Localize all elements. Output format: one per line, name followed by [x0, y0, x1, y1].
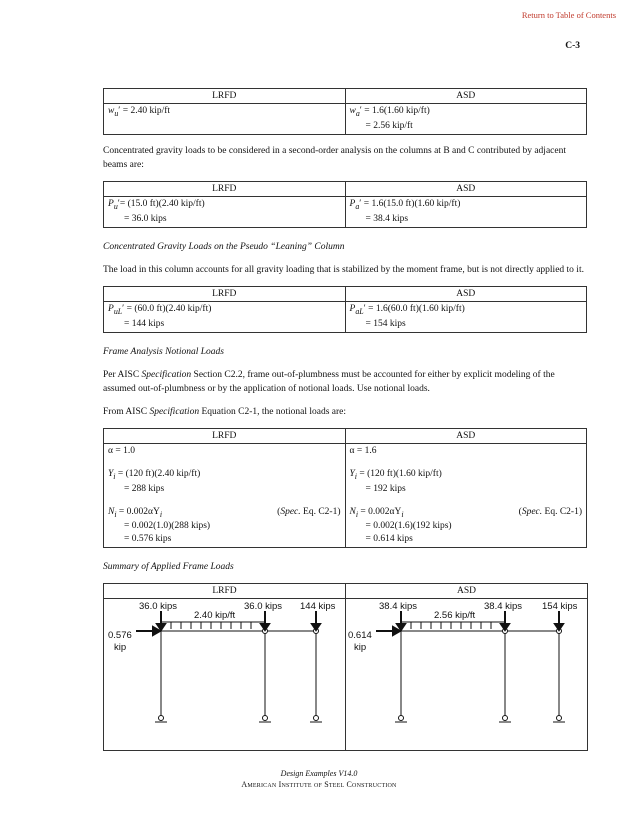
point-load-1-label: 36.0 kips	[139, 601, 178, 613]
distributed-load-table	[103, 88, 587, 135]
point-load-arrowhead-2	[501, 624, 509, 630]
point-load-arrowhead-2	[261, 624, 269, 630]
point-load-arrowhead-3	[555, 624, 563, 630]
point-load-2-label: 36.0 kips	[244, 601, 283, 613]
heading-applied-loads: Summary of Applied Frame Loads	[103, 562, 234, 573]
lrfd-header: LRFD	[104, 584, 346, 599]
distributed-load-label: 2.56 kip/ft	[434, 610, 476, 622]
notional-load-unit: kip	[354, 642, 367, 654]
asd-header: ASD	[345, 89, 587, 104]
lrfd-cell: $P_{uL}' = (60.0$ ft)(2.40 kip/ft) = 144 kips	[104, 301, 346, 332]
heading-notional-loads: Frame Analysis Notional Loads	[103, 346, 224, 357]
point-load-arrowhead-3	[312, 624, 320, 630]
asd-cell: $w_a' = 1.6(1.60$ kip/ft) = 2.56 kip/ft	[345, 104, 587, 135]
left-support	[399, 716, 404, 721]
lrfd-header: LRFD	[104, 428, 346, 443]
asd-header: ASD	[345, 286, 587, 301]
page-footer	[0, 768, 638, 790]
paragraph-out-of-plumbness: Per AISC Specification Section C2.2, frame out-of-plumbness must be accounted for either by explicit modeling of the assumed out-of-plumbness or by the application of notional loads. Use notional loads.	[103, 369, 555, 394]
paragraph-leaning-column: The load in this column accounts for all gravity loading that is stabilized by the moment frame, but is not directly applied to it.	[103, 264, 584, 275]
notional-load-unit: kip	[114, 642, 127, 654]
paragraph-notional-equation: From AISC Specification Equation C2-1, the notional loads are:	[103, 406, 347, 417]
asd-header: ASD	[345, 428, 587, 443]
point-load-1-label: 38.4 kips	[379, 601, 418, 613]
point-load-3-label: 144 kips	[300, 601, 336, 613]
leaning-support	[557, 716, 562, 721]
distributed-load-arrows	[171, 622, 251, 629]
distributed-load-arrows	[411, 622, 491, 629]
asd-frame-diagram-cell	[346, 599, 588, 751]
frame-loads-table	[103, 583, 588, 751]
asd-header: ASD	[346, 584, 588, 599]
point-load-2-label: 38.4 kips	[484, 601, 523, 613]
return-to-toc-link[interactable]: Return to Table of Contents	[521, 10, 616, 20]
lrfd-header: LRFD	[104, 181, 346, 196]
asd-header: ASD	[345, 181, 587, 196]
lrfd-header: LRFD	[104, 286, 346, 301]
asd-cell: α = 1.6 $Y_i = (120$ ft)(1.60 kip/ft) = 192 kips $N_i = 0.002\alpha Y_i$ (Spec. Eq. C2-1) = 0.002(1.6)(192 kips) = 0.614 kips	[345, 443, 587, 548]
lrfd-header: LRFD	[104, 89, 346, 104]
lrfd-cell: $w_u' = 2.40$ kip/ft	[104, 104, 346, 135]
paragraph-concentrated-loads: Concentrated gravity loads to be considered in a second-order analysis on the columns at B and C contributed by adjacent beams are:	[103, 145, 566, 170]
lrfd-frame-diagram	[104, 599, 345, 747]
distributed-load-label: 2.40 kip/ft	[194, 610, 236, 622]
footer-organization: American Institute of Steel Construction	[241, 780, 397, 789]
concentrated-load-table	[103, 181, 587, 228]
notional-load-table	[103, 428, 587, 549]
asd-cell: $P_a' = 1.6(15.0$ ft)(1.60 kip/ft) = 38.4 kips	[345, 196, 587, 227]
lrfd-cell: $P_u'= (15.0$ ft)(2.40 kip/ft) = 36.0 kips	[104, 196, 346, 227]
notional-load-value: 0.576	[108, 630, 132, 642]
point-load-3-label: 154 kips	[542, 601, 578, 613]
page-number: C-3	[565, 41, 580, 51]
leaning-support	[314, 716, 319, 721]
leaning-column-table	[103, 286, 587, 333]
lrfd-cell: α = 1.0 $Y_i = (120$ ft)(2.40 kip/ft) = 288 kips $N_i = 0.002\alpha Y_i$ (Spec. Eq. C2-1) = 0.002(1.0)(288 kips) = 0.576 kips	[104, 443, 346, 548]
asd-frame-diagram	[346, 599, 587, 747]
right-support	[503, 716, 508, 721]
right-support	[263, 716, 268, 721]
asd-cell: $P_{aL}' = 1.6(60.0$ ft)(1.60 kip/ft) = 154 kips	[345, 301, 587, 332]
left-support	[159, 716, 164, 721]
lrfd-frame-diagram-cell	[104, 599, 346, 751]
page-content	[103, 88, 587, 751]
footer-edition: Design Examples V14.0	[280, 769, 358, 778]
notional-load-value: 0.614	[348, 630, 372, 642]
heading-leaning-column: Concentrated Gravity Loads on the Pseudo “Leaning” Column	[103, 241, 345, 252]
